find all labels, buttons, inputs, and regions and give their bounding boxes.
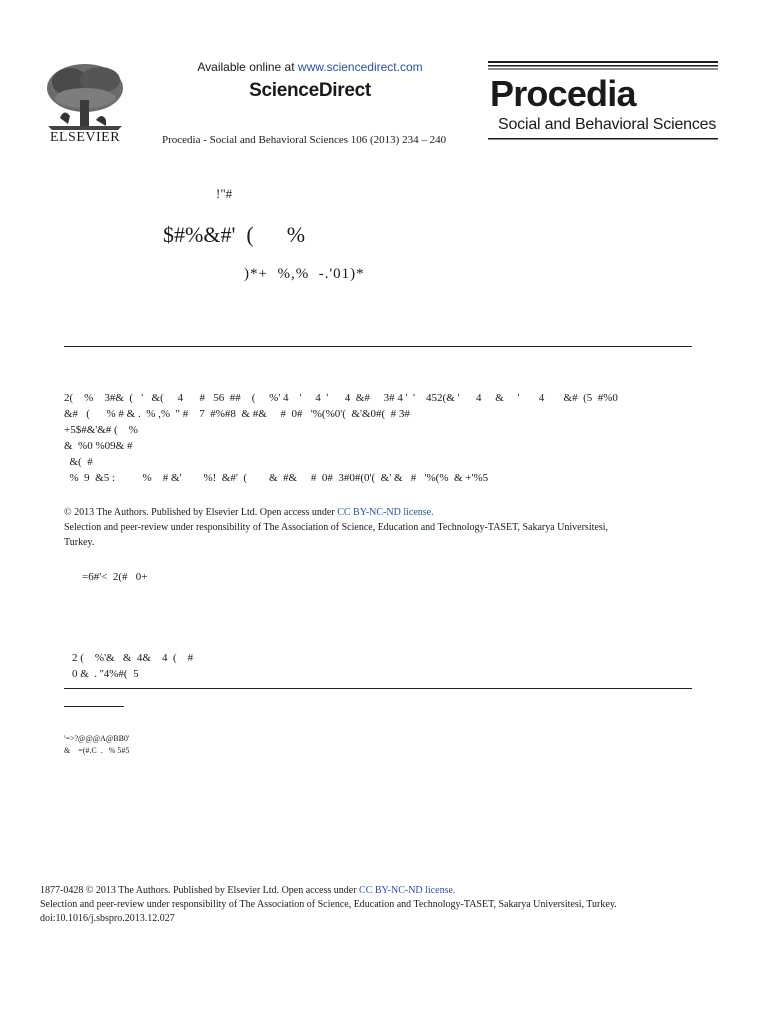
divider-top <box>64 346 692 347</box>
abstract-line: &( # <box>64 456 93 468</box>
footer-open-access: Open access under <box>279 885 360 896</box>
article-title: $#%&#' ( % <box>163 222 306 247</box>
footnote-line: & =(#.C . % 5#5 <box>64 746 130 755</box>
procedia-title: Procedia <box>490 73 636 114</box>
abstract-line: 2( % 3#& ( ' &( 4 # 56 ## ( %' 4 ' 4 ' 4 &# 3# 4 ' ' 452(& ' 4 & ' 4 &# (5 #%0 <box>64 392 618 404</box>
available-online <box>150 60 470 74</box>
copyright-text: © 2013 The Authors. Published by Elsevier Ltd. <box>64 507 258 518</box>
elsevier-wordmark: ELSEVIER <box>49 130 121 145</box>
sciencedirect-link[interactable]: www.sciencedirect.com <box>297 60 423 74</box>
divider-bottom <box>64 688 692 689</box>
footer-license-link[interactable]: CC BY-NC-ND license. <box>359 885 456 896</box>
footer-copyright: 1877-0428 © 2013 The Authors. Published by Elsevier Ltd. <box>40 885 280 896</box>
copyright-notice <box>64 505 704 550</box>
abstract-line: & %0 %09& # <box>64 440 133 452</box>
open-access-label: Open access under <box>257 507 338 518</box>
available-prefix: Available online at <box>197 60 298 74</box>
footer-peer-review: Selection and peer-review under responsibility of The Association of Science, Education and Technology-TASET, Sakarya Universitesi, Turkey. <box>40 899 617 910</box>
footer-doi[interactable]: doi:10.1016/j.sbspro.2013.12.027 <box>40 913 175 924</box>
footnote-line: '=>?@@@A@BB0' <box>64 734 130 743</box>
abstract-line: % 9 &5 : % # &' %! &#' ( & #& # 0# 3#0#(0'( &' & # '%(% & +'%5 <box>64 472 489 484</box>
abstract <box>64 390 704 486</box>
peer-review-line-end: Turkey. <box>64 537 95 548</box>
keywords: =6#'< 2(# 0+ <box>82 571 148 583</box>
page-footer <box>40 884 740 926</box>
footnote <box>64 733 129 757</box>
procedia-subtitle: Social and Behavioral Sciences <box>498 116 717 133</box>
footer-issn <box>40 884 740 898</box>
journal-citation: Procedia - Social and Behavioral Sciences 106 (2013) 234 – 240 <box>162 134 447 146</box>
article-type: !"# <box>216 186 233 201</box>
abstract-line: &# ( % # & . % ,% " # 7 #%#8 & #& # 0# '%(%0'( &'&0#( # 3# <box>64 408 410 420</box>
license-link[interactable]: CC BY-NC-ND license. <box>337 507 434 518</box>
elsevier-logo <box>40 60 130 148</box>
procedia-bottom-rule <box>488 138 718 142</box>
sciencedirect-brand: ScienceDirect <box>249 80 371 101</box>
abstract-line: +5$#&'&# ( % <box>64 424 138 436</box>
section-line: 2 ( %'& & 4& 4 ( # <box>72 652 194 664</box>
footnote-rule <box>64 706 124 707</box>
article-authors: )*+ %,% -.'01)* <box>244 266 365 282</box>
peer-review-line: Selection and peer-review under responsibility of The Association of Science, Education and Technology-TASET, Sakarya Universitesi, <box>64 522 608 533</box>
section-line: 0 & . ''4%#( 5 <box>72 668 139 680</box>
procedia-top-rules <box>488 61 718 71</box>
section-text <box>72 650 193 682</box>
